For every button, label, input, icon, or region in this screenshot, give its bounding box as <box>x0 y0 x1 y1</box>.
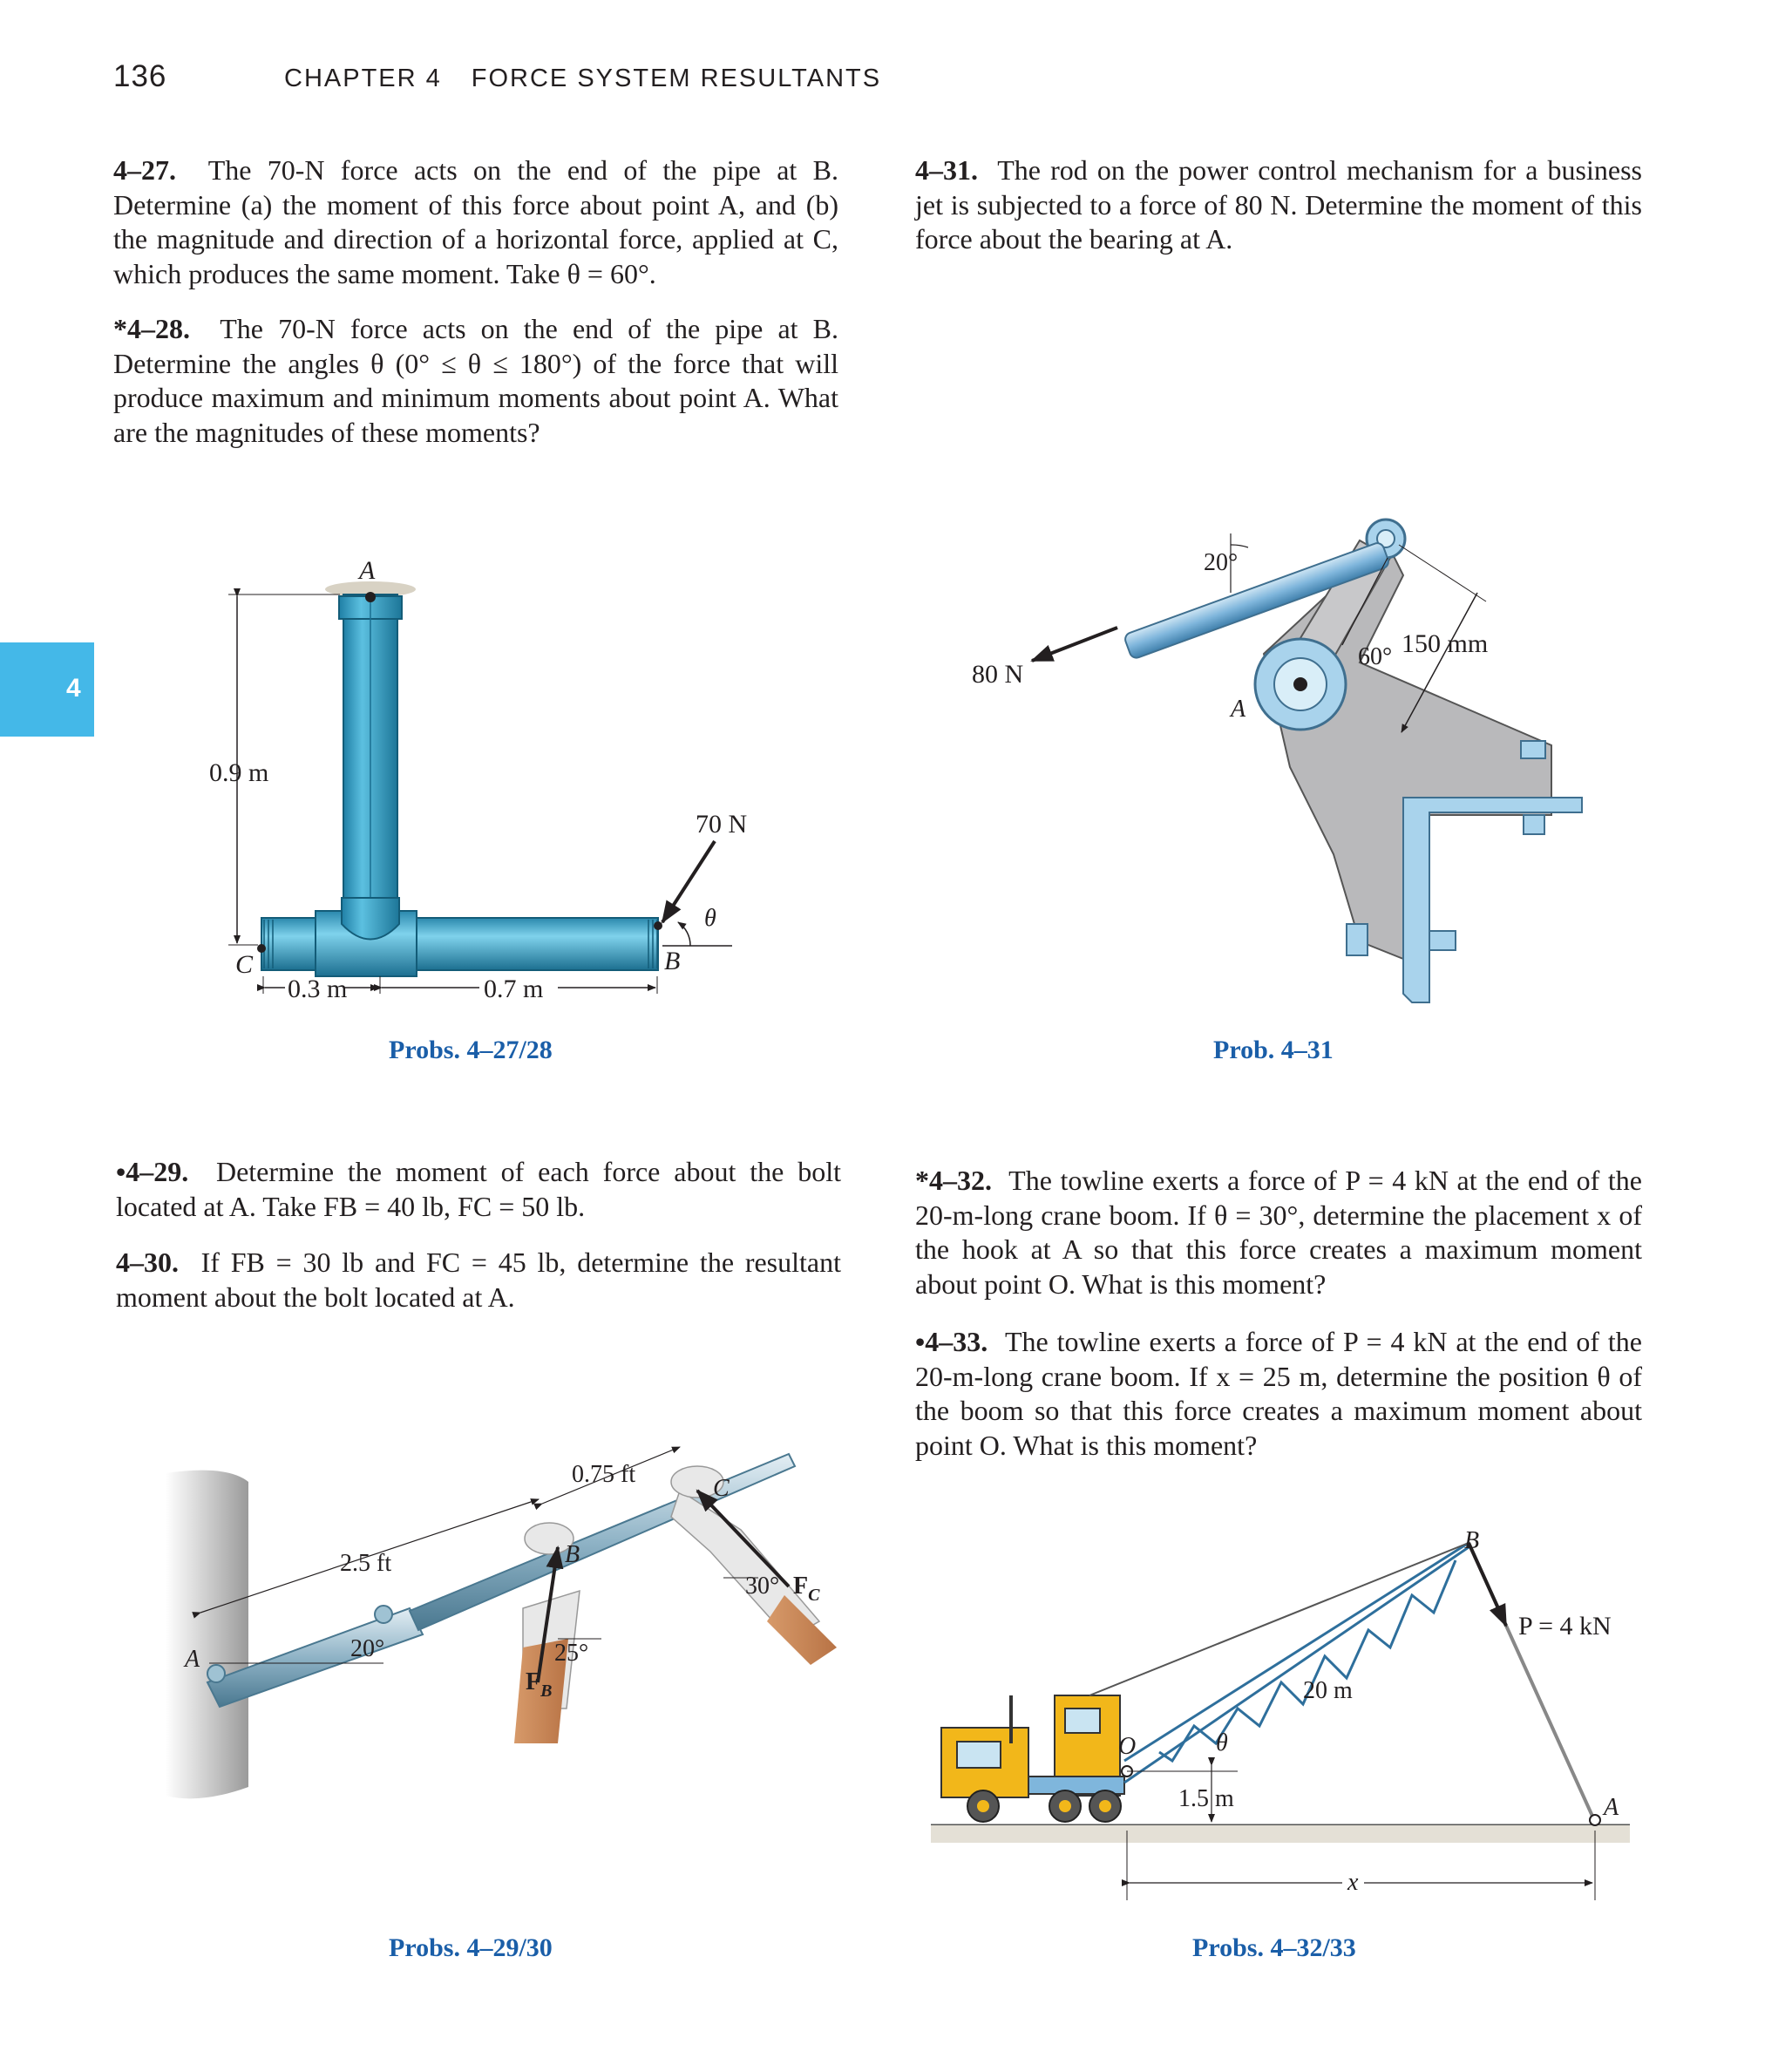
problem-text: Determine the moment of each force about the bolt located at A. Take FB = 40 lb, FC = 50 lb. <box>116 1156 841 1222</box>
length-label: 150 mm <box>1402 629 1489 658</box>
angle-arm-label: 60° <box>1358 643 1393 670</box>
problem-number: *4–32. <box>915 1165 992 1196</box>
problem-text: The towline exerts a force of P = 4 kN at the end of the 20-m-long crane boom. If θ = 30°, determine the placement x of the hook at A so that this force creates a maximum moment about point O. What is this moment? <box>915 1165 1642 1300</box>
problem-number: 4–27. <box>113 154 176 186</box>
angle-C-label: 30° <box>745 1573 780 1600</box>
chapter-title: FORCE SYSTEM RESULTANTS <box>471 65 882 92</box>
dim-long-label: 2.5 ft <box>340 1550 392 1577</box>
dim-left: 0.3 m <box>288 975 348 1003</box>
problem-number: •4–33. <box>915 1326 988 1357</box>
dim-short-label: 0.75 ft <box>572 1461 636 1488</box>
angle-B-label: 25° <box>554 1640 589 1667</box>
problem-text: The rod on the power control mechanism for a business jet is subjected to a force of 80 N. Determine the moment of this force about the bearing at A. <box>915 154 1643 255</box>
force-label: P = 4 kN <box>1518 1612 1612 1641</box>
label-A: A <box>1604 1794 1619 1821</box>
label-O: O <box>1118 1733 1137 1760</box>
force-C-label: $F_C$ <box>793 1573 820 1605</box>
problem-text: The towline exerts a force of P = 4 kN at the end of the 20-m-long crane boom. If x = 25 m, determine the position θ of the boom so that this force creates a maximum moment about point O. What is this moment? <box>915 1326 1643 1461</box>
boom-length-label: 20 m <box>1303 1677 1353 1704</box>
problem-text: The 70-N force acts on the end of the pipe at B. Determine the angles θ (0° ≤ θ ≤ 180°) of the force that will produce maximum and minimum moments about point A. What are the magnitudes of these moments? <box>113 313 839 448</box>
problem-number: 4–31. <box>915 154 978 186</box>
cable-top <box>1089 1543 1469 1695</box>
chapter-tab: 4 <box>0 642 94 737</box>
crane-boom <box>1124 1543 1469 1783</box>
problem-text: The 70-N force acts on the end of the pipe at B. Determine (a) the moment of this force about point A, and (b) the magnitude and direction of a horizontal force, applied at C, which produces the same moment. Take θ = 60°. <box>113 154 839 289</box>
problem-number: 4–30. <box>116 1247 179 1278</box>
label-A: A <box>359 556 376 585</box>
chapter-label: CHAPTER 4 <box>284 65 442 92</box>
caption-4-31: Prob. 4–31 <box>1213 1036 1334 1064</box>
force-P-arrow <box>1469 1543 1506 1626</box>
angle-A-label: 20° <box>350 1635 385 1662</box>
label-B: B <box>565 1541 580 1568</box>
dim-height: 0.9 m <box>209 758 269 787</box>
x-label: x <box>1347 1869 1359 1896</box>
label-B: B <box>664 947 681 975</box>
force-B-label: $F_B$ <box>526 1668 553 1701</box>
problem-number: •4–29. <box>116 1156 189 1187</box>
height-label: 1.5 m <box>1178 1785 1234 1812</box>
angle-rod-label: 20° <box>1204 549 1239 576</box>
label-A: A <box>185 1646 200 1673</box>
theta-label: θ <box>1216 1729 1228 1756</box>
problem-number: *4–28. <box>113 313 190 344</box>
theta-label: θ <box>704 905 716 932</box>
dim-right: 0.7 m <box>484 975 544 1003</box>
page-number: 136 <box>113 59 167 93</box>
caption-4-27-28: Probs. 4–27/28 <box>389 1036 553 1064</box>
force-label: 80 N <box>972 660 1024 689</box>
label-C: C <box>235 950 254 979</box>
problem-text: If FB = 30 lb and FC = 45 lb, determine the resultant moment about the bolt located at A. <box>116 1247 842 1313</box>
caption-4-32-33: Probs. 4–32/33 <box>1192 1933 1356 1962</box>
crane-truck <box>941 1695 1124 1822</box>
label-C: C <box>713 1475 730 1502</box>
label-A: A <box>1231 696 1246 723</box>
force-label: 70 N <box>696 810 748 839</box>
label-B: B <box>1464 1527 1480 1554</box>
caption-4-29-30: Probs. 4–29/30 <box>389 1933 553 1962</box>
